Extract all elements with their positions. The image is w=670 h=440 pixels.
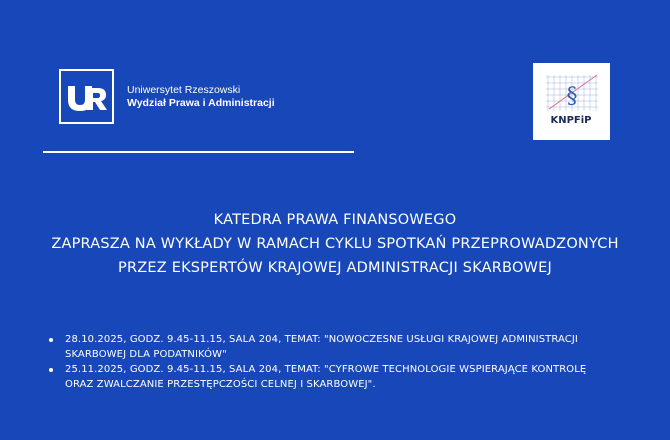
event-text-line2: ORAZ ZWALCZANIE PRZESTĘPCZOŚCI CELNEJ I SKARBOWEJ". [65,379,376,390]
headline-line3: PRZEZ EKSPERTÓW KRAJOWEJ ADMINISTRACJI SKARBOWEJ [118,260,552,276]
bullet-icon [49,368,53,372]
partner-logo-label: KNPFiP [550,115,592,126]
list-item [45,332,635,362]
partner-logo [533,63,610,140]
ur-monogram-icon [59,69,114,124]
event-text-line1: 25.11.2025, GODZ. 9.45-11.15, SALA 204, TEMAT: "CYFROWE TECHNOLOGIE WSPIERAJĄCE KONTROLĘ [65,364,587,375]
paragraph-grid-icon [533,63,610,140]
event-list [45,332,635,392]
headline-line1: KATEDRA PRAWA FINANSOWEGO [213,212,457,228]
headline-line2: ZAPRASZA NA WYKŁADY W RAMACH CYKLU SPOTKAŃ PRZEPROWADZONYCH [51,236,619,252]
bullet-icon [49,338,53,342]
university-name [127,84,275,110]
list-item [45,362,635,392]
event-text-line1: 28.10.2025, GODZ. 9.45-11.15, SALA 204, TEMAT: "NOWOCZESNE USŁUGI KRAJOWEJ ADMINISTRACJI [65,334,578,345]
event-text-line2: SKARBOWEJ DLA PODATNIKÓW" [65,349,227,360]
university-name-line1: Uniwersytet Rzeszowski [127,83,241,96]
university-logo [59,69,275,124]
svg-text:§: § [566,84,578,109]
announcement-headline [0,208,670,280]
divider-line [43,151,354,153]
faculty-name: Wydział Prawa i Administracji [127,96,275,109]
